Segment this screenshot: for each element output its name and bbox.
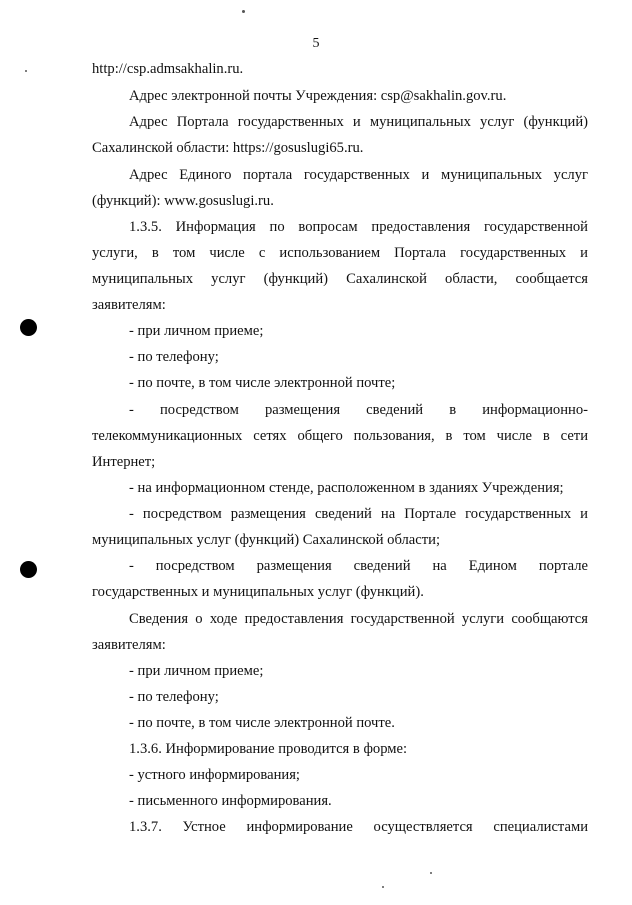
text-line: - по телефону; xyxy=(129,349,219,365)
text-line: - устного информирования; xyxy=(129,767,300,783)
punch-hole xyxy=(20,319,37,336)
text-line: - по почте, в том числе электронной почте. xyxy=(129,715,395,731)
text-line: Сахалинской области: https://gosuslugi65.ru. xyxy=(92,140,364,156)
text-line: телекоммуникационных сетях общего пользования, в том числе в сети xyxy=(92,428,588,444)
text-line: - посредством размещения сведений на Портале государственных и xyxy=(129,506,588,522)
text-line: заявителям: xyxy=(92,637,166,653)
text-line: (функций): www.gosuslugi.ru. xyxy=(92,193,274,209)
text-line: http://csp.admsakhalin.ru. xyxy=(92,61,244,77)
text-line: Адрес Единого портала государственных и муниципальных услуг xyxy=(129,167,588,183)
text-line: услуги, в том числе с использованием Портала государственных и xyxy=(92,245,588,261)
text-line: 1.3.6. Информирование проводится в форме: xyxy=(129,741,408,757)
text-line: - по почте, в том числе электронной почте; xyxy=(129,375,396,391)
text-line: 1.3.5. Информация по вопросам предоставления государственной xyxy=(129,219,588,235)
text-line: - на информационном стенде, расположенном в зданиях Учреждения; xyxy=(129,480,564,496)
punch-hole xyxy=(20,561,37,578)
text-line: государственных и муниципальных услуг (функций). xyxy=(92,584,424,600)
text-line: - при личном приеме; xyxy=(129,323,264,339)
text-line: муниципальных услуг (функций) Сахалинской области; xyxy=(92,532,441,548)
page-number: 5 xyxy=(312,36,320,51)
scan-speck xyxy=(25,70,27,72)
text-line: Интернет; xyxy=(92,454,156,470)
text-line: - письменного информирования. xyxy=(129,793,332,809)
text-line: - посредством размещения сведений на Едином портале xyxy=(129,558,588,574)
scan-speck xyxy=(382,886,384,888)
text-line: Адрес электронной почты Учреждения: csp@sakhalin.gov.ru. xyxy=(129,88,507,104)
scan-speck xyxy=(430,872,432,874)
text-line: - по телефону; xyxy=(129,689,219,705)
text-line: Адрес Портала государственных и муниципальных услуг (функций) xyxy=(129,114,588,130)
text-line: 1.3.7. Устное информирование осуществляется специалистами xyxy=(129,819,588,835)
text-line: Сведения о ходе предоставления государственной услуги сообщаются xyxy=(129,611,588,627)
scan-speck xyxy=(242,10,245,13)
text-line: муниципальных услуг (функций) Сахалинской области, сообщается xyxy=(92,271,588,287)
text-line: заявителям: xyxy=(92,297,166,313)
text-line: - при личном приеме; xyxy=(129,663,264,679)
text-line: - посредством размещения сведений в информационно- xyxy=(129,402,588,418)
